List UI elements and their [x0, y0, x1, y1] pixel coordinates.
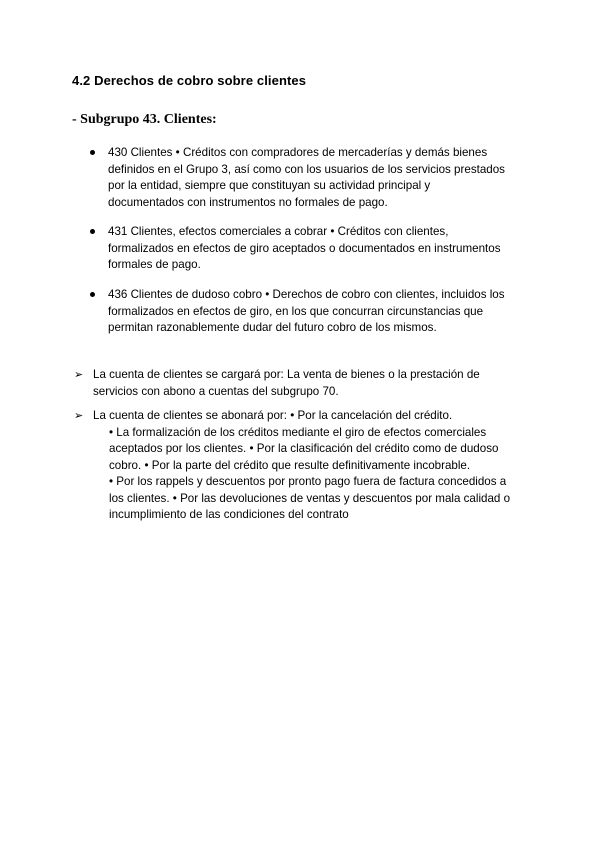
text-line: aceptados por los clientes. • Por la clasificación del crédito como de dudoso: [109, 442, 499, 455]
account-436-text: [108, 287, 528, 337]
text-line: documentados con instrumentos no formales de pago.: [108, 195, 388, 209]
account-430-text: [108, 145, 528, 211]
text-line: cobro. • Por la parte del crédito que resulte definitivamente incobrable.: [109, 458, 471, 472]
bullet-dot-icon: [90, 229, 95, 234]
subgroup-title: - Subgrupo 43. Clientes:: [72, 112, 217, 127]
text-line: 436 Clientes de dudoso cobro • Derechos de cobro con clientes, incluidos los: [108, 288, 505, 301]
text-line: por la entidad, siempre que constituyan su actividad principal y: [108, 179, 431, 192]
account-431-text: [108, 224, 528, 274]
section-title: 4.2 Derechos de cobro sobre clientes: [72, 73, 307, 88]
text-line: formalizados en efectos de giro, en los que concurran circunstancias que: [108, 304, 484, 318]
text-line: formales de pago.: [108, 258, 201, 271]
text-line: permitan razonablemente dudar del futuro cobro de los mismos.: [108, 321, 437, 334]
bullet-dot-icon: [90, 292, 95, 297]
text-line: • Por los rappels y descuentos por pronto pago fuera de factura concedidos a: [109, 475, 507, 488]
arrow-bullet-icon: ➢: [74, 409, 84, 422]
text-line: 430 Clientes • Créditos con compradores de mercaderías y demás bienes: [108, 146, 488, 159]
text-line: La cuenta de clientes se cargará por: La venta de bienes o la prestación de: [93, 368, 480, 381]
text-line: definidos en el Grupo 3, así como con los usuarios de los servicios prestados: [108, 162, 505, 176]
text-line: incumplimiento de las condiciones del contrato: [109, 508, 349, 521]
text-line: • La formalización de los créditos mediante el giro de efectos comerciales: [109, 425, 487, 439]
rule-abono-text: [93, 408, 543, 524]
text-line: formalizados en efectos de giro aceptados o documentados en instrumentos: [108, 241, 501, 255]
rule-cargo-text: [93, 367, 543, 400]
text-line: los clientes. • Por las devoluciones de ventas y descuentos por mala calidad o: [109, 491, 511, 505]
text-line: 431 Clientes, efectos comerciales a cobrar • Créditos con clientes,: [108, 225, 449, 238]
text-line: servicios con abono a cuentas del subgrupo 70.: [93, 384, 339, 398]
text-line: La cuenta de clientes se abonará por: • Por la cancelación del crédito.: [93, 409, 453, 422]
arrow-bullet-icon: ➢: [74, 368, 84, 381]
bullet-dot-icon: [90, 150, 95, 155]
